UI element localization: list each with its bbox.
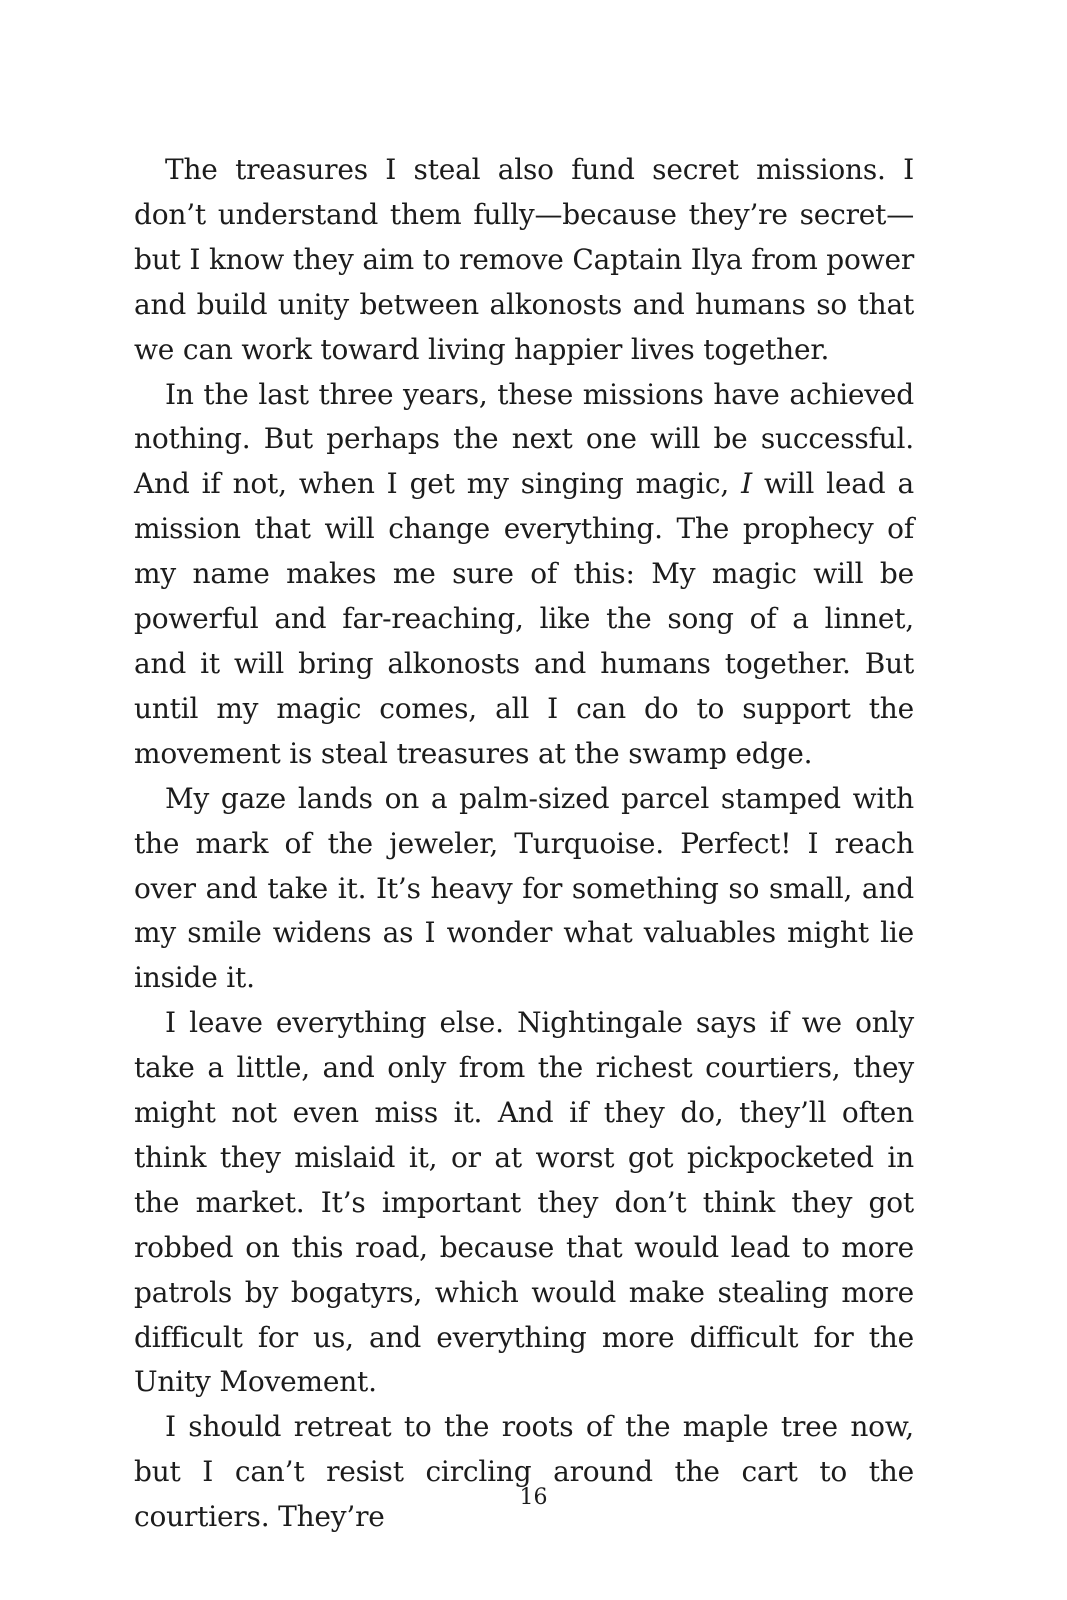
paragraph-1: The treasures I steal also fund secret missions. I don’t understand them fully—because they’re secret—but I know they aim to remove Captain Ilya from power and build unity between alkonosts and humans so that we can work toward living happier lives together.	[134, 153, 914, 366]
paragraph-2	[134, 373, 914, 777]
paragraph-2-after: will lead a mission that will change everything. The prophecy of my name makes me sure of this: My magic will be powerful and far-reaching, like the song of a linnet, and it will bring alkonosts and humans together. But until my magic comes, all I can do to support the movement is steal treasures at the swamp edge.	[134, 467, 914, 770]
paragraph-3: My gaze lands on a palm-sized parcel stamped with the mark of the jeweler, Turquoise. Perfect! I reach over and take it. It’s heavy for something so small, and my smile widens as I wonder what valuables might lie inside it.	[134, 781, 914, 995]
page-number: 16	[519, 1485, 548, 1510]
paragraph-2-before: In the last three years, these missions have achieved nothing. But perhaps the next one will be successful. And if not, when I get my singing magic,	[134, 377, 914, 501]
page-body-text	[134, 148, 914, 1540]
paragraph-4: I leave everything else. Nightingale says if we only take a little, and only from the richest courtiers, they might not even miss it. And if they do, they’ll often think they mislaid it, or at worst got pickpocketed in the market. It’s important they don’t think they got robbed on this road, because that would lead to more patrols by bogatyrs, which would make stealing more difficult for us, and everything more difficult for the Unity Movement.	[134, 1006, 914, 1399]
paragraph-5: I should retreat to the roots of the maple tree now, but I can’t resist circling around the cart to the courtiers. They’re	[134, 1410, 914, 1534]
paragraph-2-emphasis: I	[741, 467, 753, 501]
